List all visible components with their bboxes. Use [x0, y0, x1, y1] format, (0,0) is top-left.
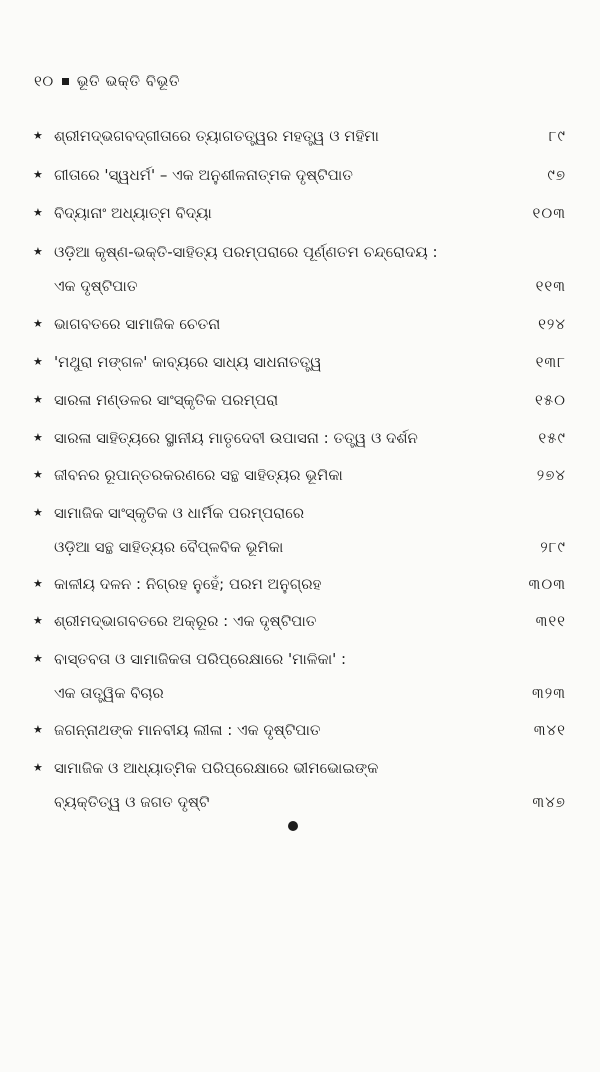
- star-bullet-icon: ★: [33, 168, 43, 181]
- entry-title: ସାରଳା ମଣ୍ଡଳର ସାଂସ୍କୃତିକ ପରମ୍ପରା: [54, 391, 279, 409]
- entry-page-number: ୧୨୪: [538, 315, 566, 333]
- entry-title: ବିଦ୍ୟାନାଂ ଅଧ୍ୟାତ୍ମ ବିଦ୍ୟା: [54, 204, 212, 222]
- entry-title: ଜଗନ୍ନାଥଙ୍କ ମାନବୀୟ ଲୀଳା : ଏକ ଦୃଷ୍ଟିପାତ: [54, 721, 321, 739]
- entry-title: ବାସ୍ତବତା ଓ ସାମାଜିକତା ପରିପ୍ରେକ୍ଷାରେ 'ମାଳିକା' :: [54, 650, 347, 668]
- star-bullet-icon: ★: [33, 245, 43, 258]
- entry-title: 'ମଥୁରା ମଙ୍ଗଳ' କାବ୍ୟରେ ସାଧ୍ୟ ସାଧନାତତ୍ତ୍ୱ: [54, 353, 322, 371]
- entry-title-continued: ଏକ ତାତ୍ତ୍ୱିକ ବିଚାର: [54, 684, 164, 702]
- entry-page-number: ୯୭: [547, 166, 566, 184]
- star-bullet-icon: ★: [33, 652, 43, 665]
- entry-title: ଜୀବନର ରୂପାନ୍ତରକରଣରେ ସନ୍ଥ ସାହିତ୍ୟର ଭୂମିକା: [54, 466, 343, 484]
- entry-title: ସାରଳା ସାହିତ୍ୟରେ ସ୍ଥାନୀୟ ମାତୃଦେବୀ ଉପାସନା : ତତ୍ତ୍ୱ ଓ ଦର୍ଶନ: [54, 429, 418, 447]
- entry-page-number: ୮୯: [548, 127, 566, 145]
- star-bullet-icon: ★: [33, 129, 43, 142]
- entry-title: ସାମାଜିକ ସାଂସ୍କୃତିକ ଓ ଧାର୍ମିକ ପରମ୍ପରାରେ: [54, 504, 305, 522]
- star-bullet-icon: ★: [33, 723, 43, 736]
- entry-page-number: ୩୦୩: [528, 575, 566, 593]
- entry-page-number: ୩୧୧: [535, 612, 566, 630]
- star-bullet-icon: ★: [33, 431, 43, 444]
- entry-title-continued: ଏକ ଦୃଷ୍ଟିପାତ: [54, 277, 138, 295]
- star-bullet-icon: ★: [33, 468, 43, 481]
- entry-page-number: ୩୪୭: [532, 793, 566, 811]
- star-bullet-icon: ★: [33, 206, 43, 219]
- entry-page-number: ୧୫୯: [538, 429, 566, 447]
- star-bullet-icon: ★: [33, 355, 43, 368]
- square-bullet-icon: [62, 78, 69, 85]
- entry-title: ଶ୍ରୀମଦ୍‌ଭାଗବତରେ ଅକ୍ରୂର : ଏକ ଦୃଷ୍ଟିପାତ: [54, 612, 317, 630]
- header-book-title: ଭୂତି ଭକ୍ତି ବିଭୂତି: [76, 72, 181, 90]
- entry-page-number: ୨୮୯: [540, 538, 566, 556]
- entry-title: ସାମାଜିକ ଓ ଆଧ୍ୟାତ୍ମିକ ପରିପ୍ରେକ୍ଷାରେ ଭୀମଭୋଇଙ୍କ: [54, 759, 379, 777]
- star-bullet-icon: ★: [33, 761, 43, 774]
- entry-title: ଗୀତାରେ 'ସ୍ୱଧର୍ମ' – ଏକ ଅନୁଶୀଳନାତ୍ମକ ଦୃଷ୍ଟିପାତ: [54, 166, 353, 184]
- entry-title: ଓଡ଼ିଆ କୃଷ୍ଣ-ଭକ୍ତି-ସାହିତ୍ୟ ପରମ୍ପରାରେ ପୂର୍ଣ୍ଣତମ ଚନ୍ଦ୍ରୋଦୟ :: [54, 243, 438, 261]
- entry-title: କାଳୀୟ ଦଳନ : ନିଗ୍ରହ ନୁହେଁ; ପରମ ଅନୁଗ୍ରହ: [54, 575, 322, 593]
- entry-title: ଭାଗବତରେ ସାମାଜିକ ଚେତନା: [54, 315, 221, 333]
- entry-title-continued: ବ୍ୟକ୍ତିତ୍ୱ ଓ ଜଗତ ଦୃଷ୍ଟି: [54, 793, 210, 811]
- entry-page-number: ୧୫୦: [534, 391, 566, 409]
- entry-page-number: ୧୩୮: [535, 353, 566, 371]
- entry-title: ଶ୍ରୀମଦ୍‌ଭଗବଦ୍‌ଗୀତାରେ ତ୍ୟାଗତତ୍ତ୍ୱର ମହତ୍ତ୍ୱ ଓ ମହିମା: [54, 127, 379, 145]
- running-head: [34, 72, 180, 90]
- star-bullet-icon: ★: [33, 614, 43, 627]
- entry-title-continued: ଓଡ଼ିଆ ସନ୍ଥ ସାହିତ୍ୟର ବୈପ୍ଳବିକ ଭୂମିକା: [54, 538, 284, 556]
- entry-page-number: ୧୧୩: [535, 277, 566, 295]
- star-bullet-icon: ★: [33, 393, 43, 406]
- entry-page-number: ୩୨୩: [531, 684, 566, 702]
- header-page-number: ୧୦: [34, 72, 54, 90]
- entry-page-number: ୧୦୩: [532, 204, 566, 222]
- entry-page-number: ୨୭୪: [536, 466, 566, 484]
- star-bullet-icon: ★: [33, 506, 43, 519]
- star-bullet-icon: ★: [33, 577, 43, 590]
- star-bullet-icon: ★: [33, 317, 43, 330]
- end-of-contents-dot-icon: [288, 821, 298, 831]
- entry-page-number: ୩୪୧: [533, 721, 566, 739]
